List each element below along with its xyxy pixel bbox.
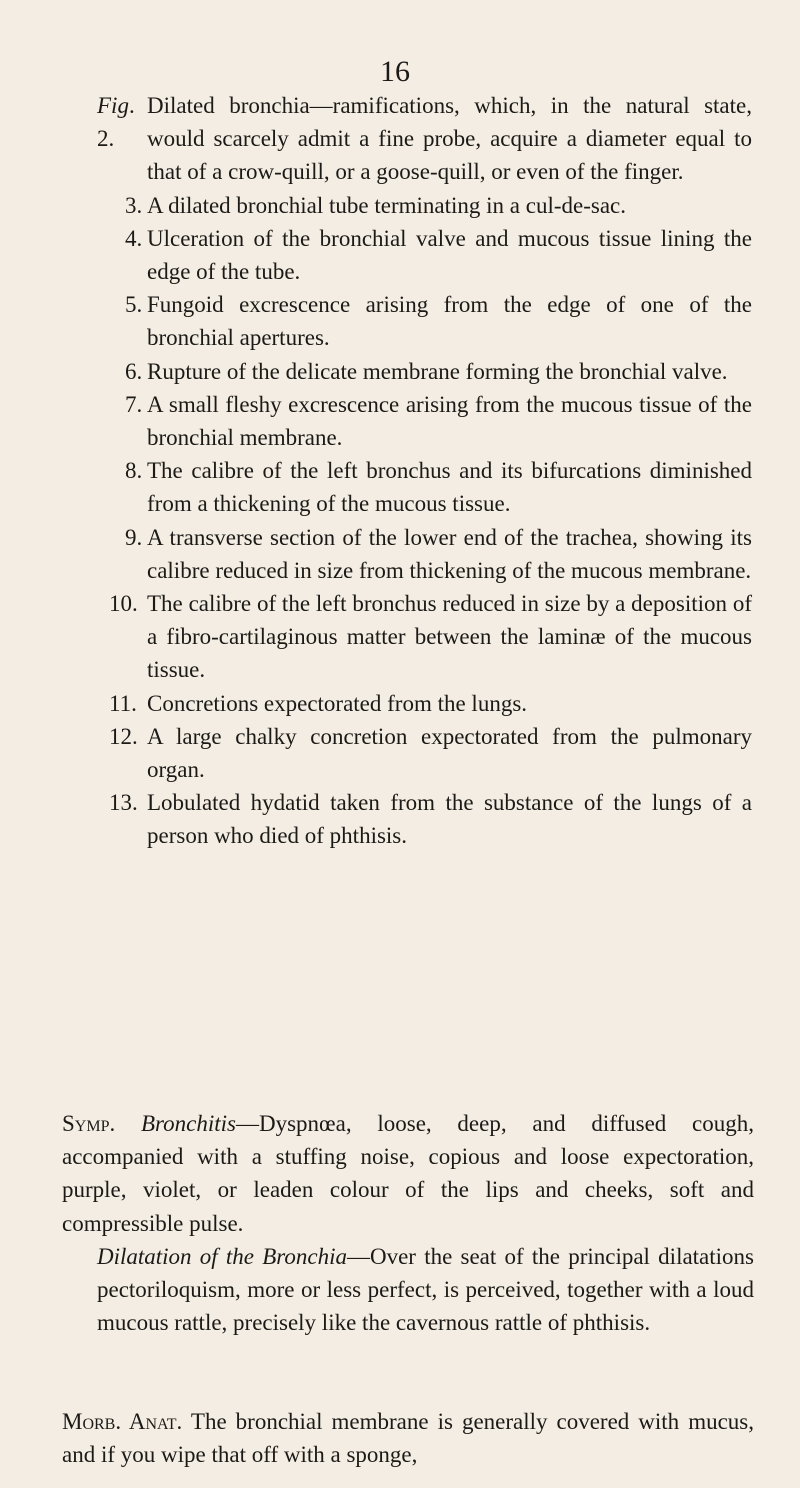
figure-entry: [97, 687, 752, 720]
figure-caption: Ulceration of the bronchial valve and mucous tissue lining the edge of the tube.: [147, 225, 752, 285]
bronchitis-description: —Dyspnœa, loose, deep, and diffused cough, accompanied with a stuffing noise, copious and loose expectoration, purple, violet, or leaden colour of the lips and cheeks, soft and compressible pulse.: [62, 1111, 755, 1236]
figure-entry: [97, 288, 752, 354]
figure-number: 3.: [125, 192, 143, 218]
morbid-anatomy-label: Morb. Anat.: [62, 1409, 183, 1434]
figure-entry: [97, 89, 752, 189]
figure-number: 4.: [125, 225, 143, 251]
figure-number: 8.: [125, 458, 143, 484]
figure-number: 11.: [109, 690, 137, 716]
figure-entry: [97, 189, 752, 222]
figure-number: 7.: [125, 391, 143, 417]
figure-caption: A dilated bronchial tube terminating in a cul-de-sac.: [147, 192, 627, 218]
figure-entry: [97, 454, 752, 520]
figure-caption: Rupture of the delicate membrane forming the bronchial valve.: [147, 358, 728, 384]
figure-caption: Concretions expectorated from the lungs.: [147, 690, 528, 716]
figure-number: 10.: [109, 591, 138, 617]
dilatation-term: Dilatation of the Bronchia: [97, 1243, 347, 1269]
morbid-anatomy-text: The bronchial membrane is generally covered with mucus, and if you wipe that off with a sponge,: [62, 1409, 754, 1468]
figure-entry: [97, 355, 752, 388]
figure-entry: [97, 720, 752, 786]
figure-caption: A small fleshy excrescence arising from the mucous tissue of the bronchial membrane.: [147, 391, 752, 451]
bronchitis-paragraph: [62, 1107, 754, 1240]
figure-entry: [97, 587, 752, 687]
figure-number: 5.: [125, 292, 143, 318]
figure-caption: Dilated bronchia—ramifications, which, in the natural state, would scarcely admit a fine probe, acquire a diameter equal to that of a crow-quill, or a goose-quill, or even of the finger.: [147, 93, 752, 185]
figure-number: 12.: [109, 723, 138, 749]
figure-entry: [97, 388, 752, 454]
bronchitis-term: Bronchitis: [141, 1111, 236, 1136]
figure-caption: The calibre of the left bronchus and its bifurcations diminished from a thickening of the mucous tissue.: [147, 458, 752, 517]
figure-caption: The calibre of the left bronchus reduced in size by a deposition of a fibro-cartilaginous matter between the laminæ of the mucous tissue.: [147, 591, 752, 683]
figure-entry: [97, 222, 752, 288]
symptoms-label: Symp.: [62, 1111, 116, 1136]
symptoms-section: [62, 1107, 754, 1339]
figure-number: 6.: [125, 358, 143, 384]
figure-list: [97, 89, 752, 853]
figure-caption: Fungoid excrescence arising from the edge of one of the bronchial apertures.: [147, 292, 752, 351]
figure-caption: Lobulated hydatid taken from the substance of the lungs of a person who died of phthisis.: [147, 790, 752, 849]
page-number: 16: [380, 55, 410, 88]
figure-entry: [97, 786, 752, 852]
morbid-anatomy-section: [62, 1405, 754, 1471]
fig-label: Fig: [97, 93, 129, 118]
figure-entry: [97, 521, 752, 587]
morbid-anatomy-paragraph: [62, 1405, 754, 1471]
dilatation-description: —Over the seat of the principal dilatations pectoriloquism, more or less perfect, is perceived, together with a loud mucous rattle, precisely like the cavernous rattle of phthisis.: [97, 1243, 754, 1336]
figure-number: 9.: [125, 524, 143, 550]
figure-caption: A large chalky concretion expectorated from the pulmonary organ.: [147, 723, 752, 783]
figure-number: 13.: [109, 790, 138, 816]
dilatation-paragraph: [62, 1240, 754, 1340]
figure-caption: A transverse section of the lower end of the trachea, showing its calibre reduced in size from thickening of the mucous membrane.: [147, 524, 752, 583]
figure-number: Fig. 2.: [97, 93, 135, 152]
